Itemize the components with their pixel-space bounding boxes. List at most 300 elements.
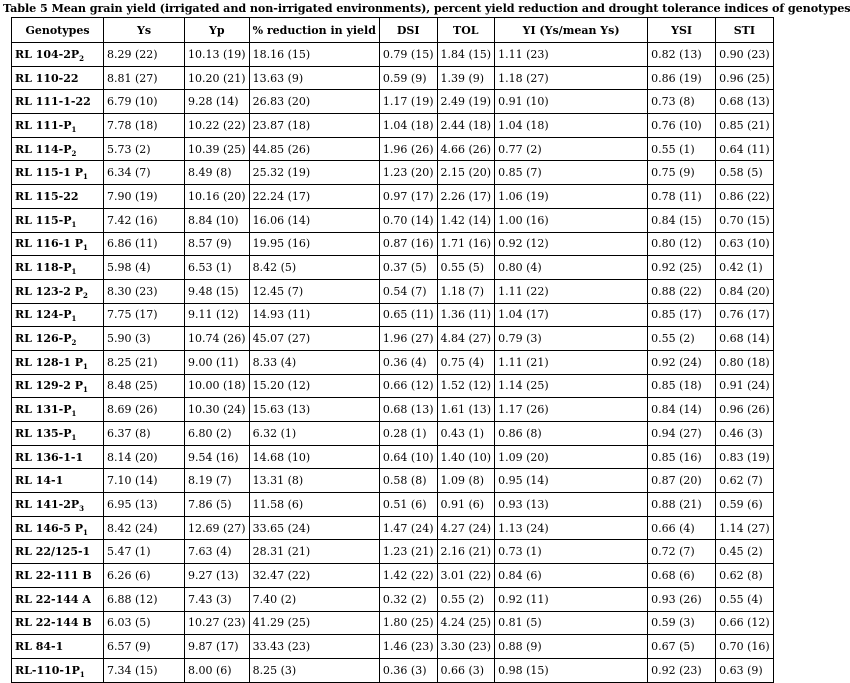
cell-ys: 5.98 (4) [104, 256, 185, 280]
genotype-cell [12, 611, 104, 635]
header-yp: Yp [185, 18, 250, 43]
cell-red: 18.16 (15) [249, 43, 379, 67]
cell-dsi: 1.46 (23) [379, 635, 437, 659]
cell-dsi: 1.80 (25) [379, 611, 437, 635]
genotype-subscript: 1 [83, 172, 88, 182]
cell-dsi: 0.65 (11) [379, 303, 437, 327]
cell-ysi: 0.76 (10) [648, 114, 716, 138]
cell-ys: 7.42 (16) [104, 208, 185, 232]
cell-red: 14.68 (10) [249, 445, 379, 469]
cell-ysi: 0.80 (12) [648, 232, 716, 256]
cell-tol: 0.91 (6) [437, 493, 495, 517]
cell-yi: 0.91 (10) [495, 90, 648, 114]
header-ysi: YSI [648, 18, 716, 43]
cell-red: 13.63 (9) [249, 66, 379, 90]
cell-tol: 2.16 (21) [437, 540, 495, 564]
genotype-name: RL 146-5 P [15, 521, 83, 535]
cell-yp: 9.11 (12) [185, 303, 250, 327]
cell-sti: 0.84 (20) [716, 279, 774, 303]
cell-tol: 1.84 (15) [437, 43, 495, 67]
cell-dsi: 0.58 (8) [379, 469, 437, 493]
cell-sti: 0.85 (21) [716, 114, 774, 138]
cell-tol: 1.40 (10) [437, 445, 495, 469]
genotype-subscript: 2 [71, 148, 77, 158]
cell-ysi: 0.93 (26) [648, 587, 716, 611]
cell-red: 15.20 (12) [249, 374, 379, 398]
genotype-subscript: 3 [79, 504, 85, 514]
cell-ys: 7.34 (15) [104, 658, 185, 682]
cell-dsi: 0.54 (7) [379, 279, 437, 303]
cell-sti: 0.58 (5) [716, 161, 774, 185]
genotype-name: RL 135-P [15, 426, 72, 440]
cell-dsi: 0.37 (5) [379, 256, 437, 280]
cell-sti: 0.96 (26) [716, 398, 774, 422]
cell-yi: 0.92 (12) [495, 232, 648, 256]
table-row [12, 398, 774, 422]
genotype-cell [12, 114, 104, 138]
cell-dsi: 0.64 (10) [379, 445, 437, 469]
cell-ys: 8.25 (21) [104, 350, 185, 374]
genotype-cell [12, 137, 104, 161]
genotype-name: RL 116-1 P [15, 237, 83, 251]
cell-red: 6.32 (1) [249, 422, 379, 446]
genotype-cell [12, 279, 104, 303]
drought-indices-table [11, 17, 774, 683]
cell-ys: 7.78 (18) [104, 114, 185, 138]
cell-yp: 9.00 (11) [185, 350, 250, 374]
cell-red: 8.25 (3) [249, 658, 379, 682]
cell-sti: 1.14 (27) [716, 516, 774, 540]
table-row [12, 66, 774, 90]
cell-dsi: 0.87 (16) [379, 232, 437, 256]
cell-sti: 0.76 (17) [716, 303, 774, 327]
cell-tol: 0.43 (1) [437, 422, 495, 446]
genotype-cell [12, 564, 104, 588]
cell-yi: 0.73 (1) [495, 540, 648, 564]
cell-ysi: 0.55 (1) [648, 137, 716, 161]
genotype-cell [12, 469, 104, 493]
cell-yi: 1.00 (16) [495, 208, 648, 232]
cell-sti: 0.83 (19) [716, 445, 774, 469]
genotype-cell [12, 422, 104, 446]
table-row [12, 445, 774, 469]
genotype-name: RL-110-1P [15, 663, 80, 677]
cell-ysi: 0.72 (7) [648, 540, 716, 564]
genotype-name: RL 115-22 [15, 189, 79, 203]
cell-ysi: 0.92 (25) [648, 256, 716, 280]
genotype-cell [12, 540, 104, 564]
cell-sti: 0.62 (7) [716, 469, 774, 493]
cell-tol: 4.27 (24) [437, 516, 495, 540]
cell-dsi: 0.97 (17) [379, 185, 437, 209]
genotype-name: RL 111-P [15, 118, 72, 132]
genotype-cell [12, 398, 104, 422]
cell-red: 7.40 (2) [249, 587, 379, 611]
genotype-subscript: 1 [79, 669, 85, 679]
cell-red: 13.31 (8) [249, 469, 379, 493]
genotype-name: RL 141-2P [15, 497, 80, 511]
header-genotypes: Genotypes [12, 18, 104, 43]
cell-red: 14.93 (11) [249, 303, 379, 327]
table-row [12, 43, 774, 67]
genotype-cell [12, 493, 104, 517]
table-row [12, 587, 774, 611]
cell-yp: 8.19 (7) [185, 469, 250, 493]
cell-ys: 8.14 (20) [104, 445, 185, 469]
cell-red: 23.87 (18) [249, 114, 379, 138]
cell-ys: 7.75 (17) [104, 303, 185, 327]
genotype-name: RL 123-2 P [15, 284, 83, 298]
header-row [12, 18, 774, 43]
cell-dsi: 1.04 (18) [379, 114, 437, 138]
header-sti: STI [716, 18, 774, 43]
genotype-cell [12, 303, 104, 327]
cell-red: 16.06 (14) [249, 208, 379, 232]
table-row [12, 350, 774, 374]
table-row [12, 90, 774, 114]
cell-red: 15.63 (13) [249, 398, 379, 422]
cell-ysi: 0.88 (22) [648, 279, 716, 303]
genotype-subscript: 2 [79, 54, 85, 64]
table-row [12, 279, 774, 303]
cell-ys: 5.73 (2) [104, 137, 185, 161]
cell-ysi: 0.66 (4) [648, 516, 716, 540]
cell-red: 12.45 (7) [249, 279, 379, 303]
genotype-name: RL 124-P [15, 308, 72, 322]
cell-ysi: 0.94 (27) [648, 422, 716, 446]
table-row [12, 493, 774, 517]
cell-red: 22.24 (17) [249, 185, 379, 209]
cell-ys: 6.88 (12) [104, 587, 185, 611]
header-tol: TOL [437, 18, 495, 43]
genotype-name: RL 115-P [15, 213, 72, 227]
cell-yi: 1.11 (23) [495, 43, 648, 67]
cell-ys: 5.90 (3) [104, 327, 185, 351]
cell-ys: 8.81 (27) [104, 66, 185, 90]
cell-red: 26.83 (20) [249, 90, 379, 114]
cell-ys: 6.79 (10) [104, 90, 185, 114]
cell-sti: 0.70 (16) [716, 635, 774, 659]
cell-dsi: 0.36 (3) [379, 658, 437, 682]
genotype-subscript: 1 [83, 527, 88, 537]
cell-ysi: 0.86 (19) [648, 66, 716, 90]
genotype-name: RL 126-P [15, 332, 72, 346]
genotype-subscript: 1 [71, 125, 77, 135]
cell-ys: 8.30 (23) [104, 279, 185, 303]
cell-dsi: 0.51 (6) [379, 493, 437, 517]
cell-yi: 0.79 (3) [495, 327, 648, 351]
cell-red: 45.07 (27) [249, 327, 379, 351]
cell-red: 28.31 (21) [249, 540, 379, 564]
genotype-subscript: 1 [71, 267, 77, 277]
table-row [12, 137, 774, 161]
cell-red: 19.95 (16) [249, 232, 379, 256]
cell-tol: 4.24 (25) [437, 611, 495, 635]
genotype-cell [12, 66, 104, 90]
cell-red: 33.65 (24) [249, 516, 379, 540]
cell-tol: 1.36 (11) [437, 303, 495, 327]
table-row [12, 256, 774, 280]
cell-dsi: 0.70 (14) [379, 208, 437, 232]
cell-tol: 1.61 (13) [437, 398, 495, 422]
cell-yp: 10.39 (25) [185, 137, 250, 161]
cell-sti: 0.90 (23) [716, 43, 774, 67]
cell-ys: 6.34 (7) [104, 161, 185, 185]
cell-sti: 0.96 (25) [716, 66, 774, 90]
genotype-name: RL 22-111 B [15, 568, 92, 582]
cell-tol: 1.09 (8) [437, 469, 495, 493]
cell-ysi: 0.85 (17) [648, 303, 716, 327]
cell-yp: 9.87 (17) [185, 635, 250, 659]
cell-yp: 7.43 (3) [185, 587, 250, 611]
cell-ysi: 0.84 (14) [648, 398, 716, 422]
cell-yi: 0.92 (11) [495, 587, 648, 611]
cell-yi: 0.85 (7) [495, 161, 648, 185]
cell-dsi: 1.96 (27) [379, 327, 437, 351]
cell-yp: 8.49 (8) [185, 161, 250, 185]
genotype-cell [12, 445, 104, 469]
cell-ys: 7.10 (14) [104, 469, 185, 493]
cell-dsi: 1.23 (20) [379, 161, 437, 185]
cell-dsi: 1.47 (24) [379, 516, 437, 540]
genotype-cell [12, 374, 104, 398]
cell-red: 41.29 (25) [249, 611, 379, 635]
cell-sti: 0.91 (24) [716, 374, 774, 398]
cell-yi: 1.17 (26) [495, 398, 648, 422]
cell-ys: 6.26 (6) [104, 564, 185, 588]
table-row [12, 540, 774, 564]
cell-tol: 1.39 (9) [437, 66, 495, 90]
genotype-name: RL 129-2 P [15, 379, 83, 393]
cell-dsi: 1.96 (26) [379, 137, 437, 161]
genotype-name: RL 110-22 [15, 71, 79, 85]
genotype-subscript: 1 [71, 219, 77, 229]
cell-dsi: 0.28 (1) [379, 422, 437, 446]
genotype-name: RL 115-1 P [15, 166, 83, 180]
cell-tol: 1.42 (14) [437, 208, 495, 232]
header-dsi: DSI [379, 18, 437, 43]
cell-dsi: 1.42 (22) [379, 564, 437, 588]
genotype-cell [12, 232, 104, 256]
cell-yp: 10.74 (26) [185, 327, 250, 351]
table-row [12, 208, 774, 232]
genotype-subscript: 1 [71, 314, 77, 324]
cell-dsi: 1.17 (19) [379, 90, 437, 114]
genotype-name: RL 22/125-1 [15, 545, 91, 559]
cell-tol: 4.66 (26) [437, 137, 495, 161]
table-row [12, 564, 774, 588]
cell-yi: 0.95 (14) [495, 469, 648, 493]
cell-sti: 0.86 (22) [716, 185, 774, 209]
cell-sti: 0.68 (14) [716, 327, 774, 351]
cell-ysi: 0.68 (6) [648, 564, 716, 588]
cell-tol: 4.84 (27) [437, 327, 495, 351]
cell-ys: 6.57 (9) [104, 635, 185, 659]
table-row [12, 161, 774, 185]
header-ys: Ys [104, 18, 185, 43]
cell-sti: 0.64 (11) [716, 137, 774, 161]
cell-ys: 7.90 (19) [104, 185, 185, 209]
cell-yi: 0.93 (13) [495, 493, 648, 517]
genotype-cell [12, 256, 104, 280]
cell-yp: 9.28 (14) [185, 90, 250, 114]
cell-yi: 1.11 (22) [495, 279, 648, 303]
cell-yi: 0.84 (6) [495, 564, 648, 588]
cell-ysi: 0.87 (20) [648, 469, 716, 493]
cell-ys: 8.48 (25) [104, 374, 185, 398]
genotype-name: RL 131-P [15, 403, 72, 417]
cell-sti: 0.45 (2) [716, 540, 774, 564]
table-row [12, 185, 774, 209]
cell-yp: 7.63 (4) [185, 540, 250, 564]
cell-sti: 0.59 (6) [716, 493, 774, 517]
cell-yp: 6.53 (1) [185, 256, 250, 280]
table-row [12, 303, 774, 327]
cell-yp: 10.00 (18) [185, 374, 250, 398]
cell-sti: 0.46 (3) [716, 422, 774, 446]
header-yi: YI (Ys/mean Ys) [495, 18, 648, 43]
cell-ys: 6.86 (11) [104, 232, 185, 256]
cell-ysi: 0.92 (24) [648, 350, 716, 374]
cell-yi: 1.06 (19) [495, 185, 648, 209]
table-row [12, 611, 774, 635]
cell-tol: 2.26 (17) [437, 185, 495, 209]
cell-tol: 1.18 (7) [437, 279, 495, 303]
cell-red: 33.43 (23) [249, 635, 379, 659]
cell-yp: 7.86 (5) [185, 493, 250, 517]
genotype-subscript: 2 [71, 338, 77, 348]
cell-yp: 9.27 (13) [185, 564, 250, 588]
genotype-cell [12, 185, 104, 209]
table-row [12, 422, 774, 446]
cell-tol: 3.01 (22) [437, 564, 495, 588]
table-row [12, 469, 774, 493]
cell-dsi: 0.59 (9) [379, 66, 437, 90]
cell-ysi: 0.85 (16) [648, 445, 716, 469]
cell-tol: 1.71 (16) [437, 232, 495, 256]
cell-yp: 10.30 (24) [185, 398, 250, 422]
cell-tol: 0.55 (2) [437, 587, 495, 611]
cell-ysi: 0.92 (23) [648, 658, 716, 682]
cell-yi: 1.04 (17) [495, 303, 648, 327]
cell-sti: 0.42 (1) [716, 256, 774, 280]
genotype-name: RL 136-1-1 [15, 450, 84, 464]
genotype-subscript: 1 [83, 385, 88, 395]
genotype-name: RL 84-1 [15, 640, 64, 654]
table-row [12, 658, 774, 682]
cell-ysi: 0.67 (5) [648, 635, 716, 659]
table-row [12, 114, 774, 138]
table-row [12, 635, 774, 659]
genotype-cell [12, 43, 104, 67]
table-row [12, 327, 774, 351]
cell-yp: 8.84 (10) [185, 208, 250, 232]
cell-ysi: 0.84 (15) [648, 208, 716, 232]
cell-ys: 5.47 (1) [104, 540, 185, 564]
cell-yp: 10.20 (21) [185, 66, 250, 90]
cell-dsi: 0.68 (13) [379, 398, 437, 422]
cell-dsi: 1.23 (21) [379, 540, 437, 564]
cell-yi: 0.80 (4) [495, 256, 648, 280]
cell-dsi: 0.32 (2) [379, 587, 437, 611]
cell-yp: 10.22 (22) [185, 114, 250, 138]
genotype-cell [12, 658, 104, 682]
cell-yp: 10.27 (23) [185, 611, 250, 635]
cell-sti: 0.63 (10) [716, 232, 774, 256]
cell-red: 11.58 (6) [249, 493, 379, 517]
cell-ys: 6.03 (5) [104, 611, 185, 635]
cell-ysi: 0.85 (18) [648, 374, 716, 398]
cell-dsi: 0.79 (15) [379, 43, 437, 67]
cell-ysi: 0.78 (11) [648, 185, 716, 209]
genotype-subscript: 2 [83, 290, 88, 300]
table-row [12, 232, 774, 256]
cell-dsi: 0.36 (4) [379, 350, 437, 374]
table-caption: Table 5 Mean grain yield (irrigated and non-irrigated environments), percent yield reduction and drought tolerance indices of genotypes [3, 1, 850, 15]
genotype-name: RL 114-P [15, 142, 72, 156]
cell-ysi: 0.55 (2) [648, 327, 716, 351]
cell-sti: 0.70 (15) [716, 208, 774, 232]
genotype-cell [12, 327, 104, 351]
genotype-cell [12, 161, 104, 185]
cell-yi: 0.81 (5) [495, 611, 648, 635]
genotype-name: RL 111-1-22 [15, 95, 91, 109]
cell-yi: 0.98 (15) [495, 658, 648, 682]
cell-yp: 10.16 (20) [185, 185, 250, 209]
cell-yi: 1.09 (20) [495, 445, 648, 469]
table-row [12, 374, 774, 398]
cell-ysi: 0.82 (13) [648, 43, 716, 67]
genotype-name: RL 118-P [15, 261, 72, 275]
cell-ys: 8.69 (26) [104, 398, 185, 422]
genotype-name: RL 128-1 P [15, 355, 83, 369]
cell-ysi: 0.88 (21) [648, 493, 716, 517]
cell-yi: 0.88 (9) [495, 635, 648, 659]
cell-red: 32.47 (22) [249, 564, 379, 588]
genotype-subscript: 1 [83, 361, 88, 371]
cell-red: 8.33 (4) [249, 350, 379, 374]
genotype-name: RL 22-144 B [15, 616, 92, 630]
genotype-subscript: 1 [71, 409, 77, 419]
cell-sti: 0.62 (8) [716, 564, 774, 588]
cell-ys: 6.95 (13) [104, 493, 185, 517]
cell-tol: 1.52 (12) [437, 374, 495, 398]
cell-yi: 0.86 (8) [495, 422, 648, 446]
header-reduction: % reduction in yield [249, 18, 379, 43]
table-row [12, 516, 774, 540]
cell-tol: 0.66 (3) [437, 658, 495, 682]
cell-ysi: 0.75 (9) [648, 161, 716, 185]
cell-dsi: 0.66 (12) [379, 374, 437, 398]
genotype-cell [12, 516, 104, 540]
cell-yi: 1.04 (18) [495, 114, 648, 138]
cell-sti: 0.80 (18) [716, 350, 774, 374]
cell-yp: 9.48 (15) [185, 279, 250, 303]
genotype-cell [12, 350, 104, 374]
cell-yp: 8.57 (9) [185, 232, 250, 256]
cell-yi: 1.11 (21) [495, 350, 648, 374]
cell-yi: 1.13 (24) [495, 516, 648, 540]
genotype-name: RL 14-1 [15, 474, 64, 488]
table-body [12, 43, 774, 683]
cell-red: 8.42 (5) [249, 256, 379, 280]
cell-tol: 3.30 (23) [437, 635, 495, 659]
cell-sti: 0.66 (12) [716, 611, 774, 635]
cell-yp: 10.13 (19) [185, 43, 250, 67]
cell-sti: 0.55 (4) [716, 587, 774, 611]
cell-sti: 0.63 (9) [716, 658, 774, 682]
cell-tol: 2.49 (19) [437, 90, 495, 114]
